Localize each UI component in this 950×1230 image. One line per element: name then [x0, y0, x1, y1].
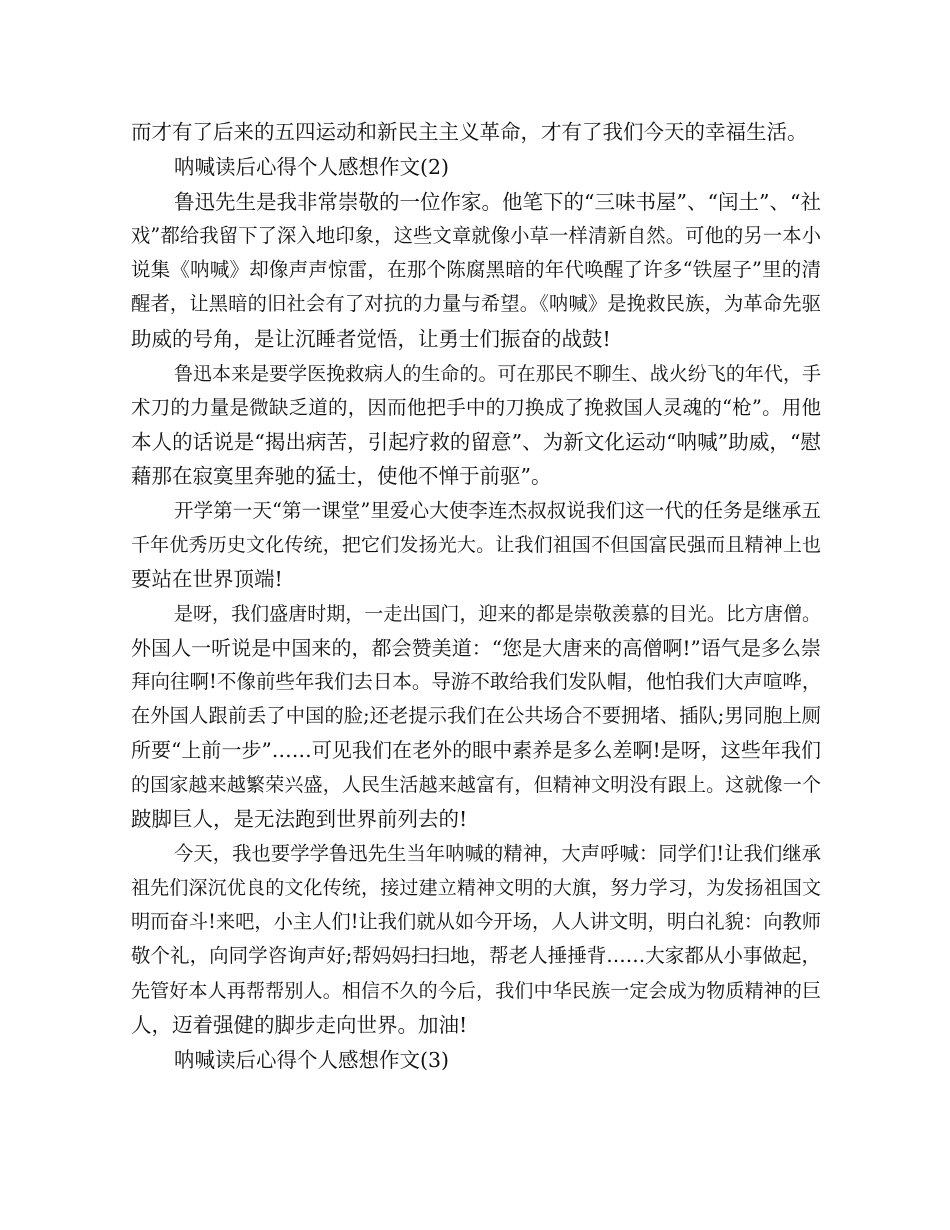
paragraph-line: 敬个礼，向同学咨询声好;帮妈妈扫扫地，帮老人捶捶背……大家都从小事做起，: [131, 944, 821, 967]
paragraph-line: 是呀，我们盛唐时期，一走出国门，迎来的都是崇敬羡慕的目光。比方唐僧。: [174, 603, 821, 625]
paragraph-line: 在外国人跟前丢了中国的脸;还老提示我们在公共场合不要拥堵、插队;男同胞上厕: [131, 704, 821, 727]
paragraph-line: 戏”都给我留下了深入地印象，这些文章就像小草一样清新自然。可他的另一本小: [131, 224, 821, 247]
section-heading: 呐喊读后心得个人感想作文(3): [174, 1048, 450, 1072]
paragraph-line: 今天，我也要学学鲁迅先生当年呐喊的精神，大声呼喊：同学们!让我们继承: [174, 842, 821, 865]
paragraph-line: 术刀的力量是微缺乏道的，因而他把手中的刀换成了挽救国人灵魂的“枪”。用他: [131, 396, 821, 419]
paragraph-line: 跛脚巨人，是无法跑到世界前列去的!: [131, 807, 468, 831]
paragraph-line: 拜向往啊!不像前些年我们去日本。导游不敢给我们发队帽，他怕我们大声喧哗，: [131, 670, 822, 693]
paragraph-line: 醒者，让黑暗的旧社会有了对抗的力量与希望。《呐喊》是挽救民族，为革命先驱: [131, 292, 821, 315]
paragraph-line: 开学第一天“第一课堂”里爱心大使李连杰叔叔说我们这一代的任务是继承五: [174, 499, 821, 522]
section-heading: 呐喊读后心得个人感想作文(2): [174, 155, 450, 179]
paragraph-line: 所要“上前一步”……可见我们在老外的眼中素养是多么差啊!是呀，这些年我们: [131, 738, 821, 762]
paragraph-line: 鲁迅本来是要学医挽救病人的生命的。可在那民不聊生、战火纷飞的年代，手: [174, 363, 821, 385]
paragraph-line: 千年优秀历史文化传统，把它们发扬光大。让我们祖国不但国富民强而且精神上也: [131, 534, 821, 556]
paragraph-line: 说集《呐喊》却像声声惊雷，在那个陈腐黑暗的年代唤醒了许多“铁屋子”里的清: [131, 258, 821, 281]
paragraph-line: 人，迈着强健的脚步走向世界。加油!: [131, 1013, 468, 1037]
paragraph-line: 外国人一听说是中国来的，都会赞美道：“您是大唐来的高僧啊!”语气是多么崇: [131, 636, 821, 660]
paragraph-line: 而才有了后来的五四运动和新民主主义革命，才有了我们今天的幸福生活。: [131, 120, 808, 144]
paragraph-line: 先管好本人再帮帮别人。相信不久的今后，我们中华民族一定会成为物质精神的巨: [131, 980, 821, 1002]
paragraph-line: 祖先们深沉优良的文化传统，接过建立精神文明的大旗，努力学习，为发扬祖国文: [131, 877, 821, 899]
paragraph-line: 鲁迅先生是我非常崇敬的一位作家。他笔下的“三味书屋”、“闰土”、“社: [174, 190, 821, 214]
paragraph-line: 的国家越来越繁荣兴盛，人民生活越来越富有，但精神文明没有跟上。这就像一个: [131, 774, 821, 796]
paragraph-line: 要站在世界顶端!: [131, 567, 283, 591]
paragraph-line: 助威的号角，是让沉睡者觉悟，让勇士们振奋的战鼓!: [131, 327, 611, 351]
paragraph-line: 藉那在寂寞里奔驰的猛士，使他不惮于前驱”。: [131, 464, 552, 488]
paragraph-line: 明而奋斗!来吧，小主人们!让我们就从如今开场，人人讲文明，明白礼貌：向教师: [131, 910, 821, 933]
paragraph-line: 本人的话说是“揭出病苦，引起疗救的留意”、为新文化运动“呐喊”助威，“慰: [131, 430, 821, 454]
